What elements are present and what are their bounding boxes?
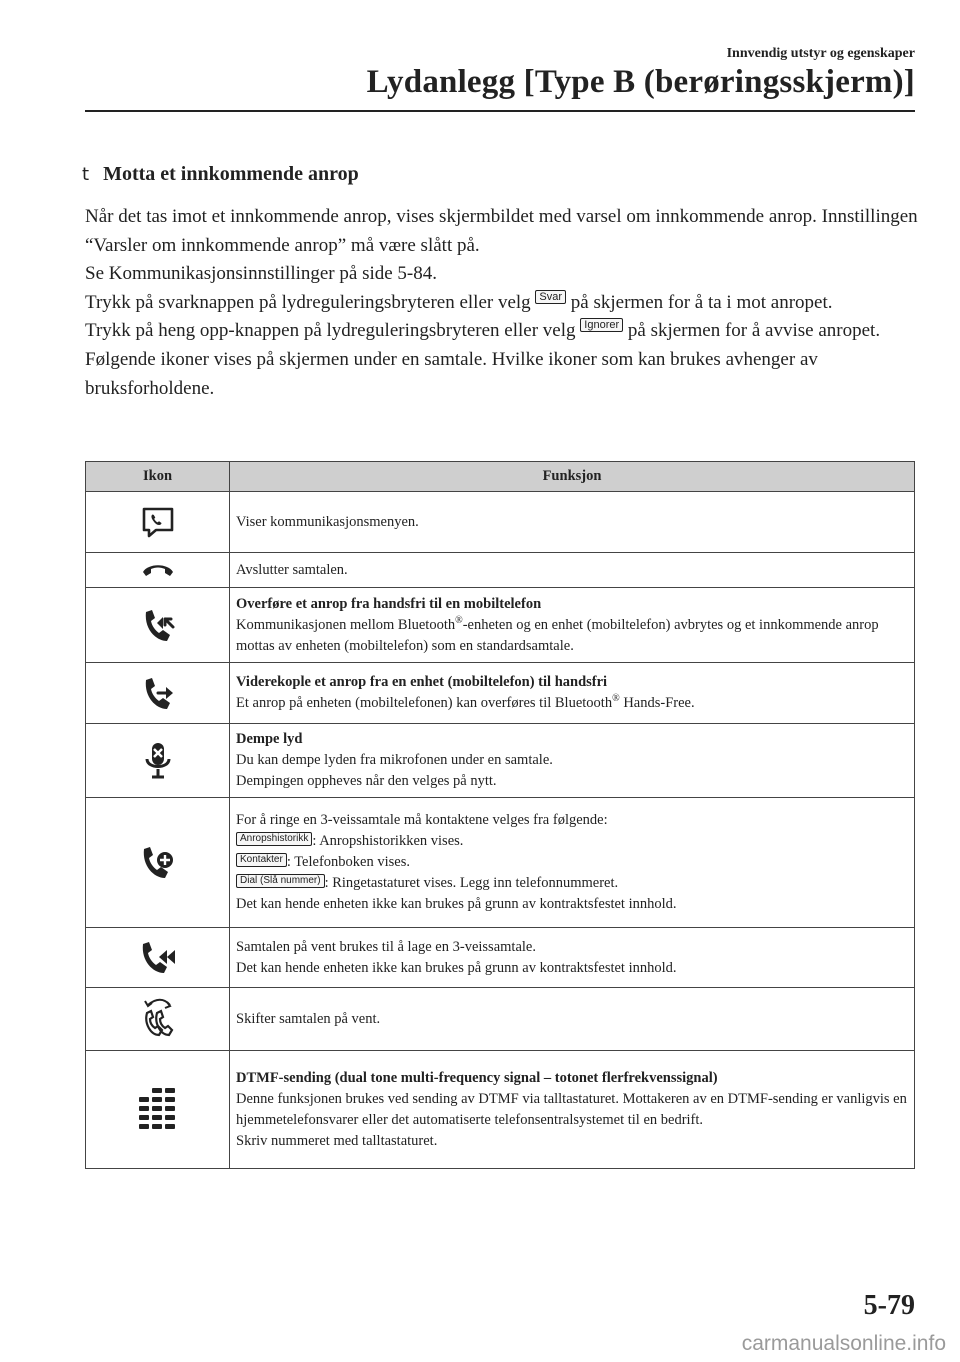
- icon-cell: [86, 724, 230, 798]
- table-row: [86, 724, 915, 798]
- option-call-history: [236, 831, 908, 852]
- function-note: Det kan hende enheten ikke kan brukes på grunn av kontraktsfestet innhold.: [236, 896, 677, 912]
- icon-cell: [86, 928, 230, 988]
- option-dial: [236, 873, 908, 894]
- page-number: 5-79: [863, 1290, 915, 1321]
- mute-microphone-icon: [140, 739, 176, 783]
- icon-cell: [86, 492, 230, 553]
- function-cell: [230, 588, 915, 663]
- function-cell: [230, 663, 915, 724]
- answer-text-before: Trykk på svarknappen på lydreguleringsbryteren eller velg: [85, 291, 531, 313]
- option-text: : Anropshistorikken vises.: [312, 833, 464, 849]
- page-title: Lydanlegg [Type B (berøringsskjerm)]: [366, 64, 915, 100]
- function-description: Samtalen på vent brukes til å lage en 3-veissamtale.: [236, 938, 536, 955]
- section-heading: [82, 163, 359, 186]
- function-description: Du kan dempe lyden fra mikrofonen under en samtale.: [236, 752, 553, 768]
- function-title: DTMF-sending (dual tone multi-frequency signal – totonet flerfrekvenssignal): [236, 1069, 718, 1086]
- icon-cell: [86, 553, 230, 588]
- section-marker-icon: t: [82, 164, 90, 185]
- table-row: [86, 492, 915, 553]
- table-row: [86, 798, 915, 928]
- table-row: [86, 553, 915, 588]
- paragraph-incoming-call: Når det tas imot et innkommende anrop, vises skjermbildet med varsel om innkommende anrop. Innstillingen “Varsler om innkommende anrop” må være slått på.: [85, 206, 918, 256]
- dial-key: Dial (Slå nummer): [236, 874, 325, 888]
- icon-cell: [86, 588, 230, 663]
- ignore-key: Ignorer: [580, 318, 623, 332]
- table-row: [86, 928, 915, 988]
- paragraph-icons-intro: Følgende ikoner vises på skjermen under en samtale. Hvilke ikoner som kan brukes avhenger av bruksforholdene.: [85, 348, 818, 399]
- function-title: Dempe lyd: [236, 731, 303, 747]
- function-cell: Avslutter samtalen.: [230, 553, 915, 588]
- function-cell: Viser kommunikasjonsmenyen.: [230, 492, 915, 553]
- function-cell: [230, 798, 915, 928]
- reject-text-before: Trykk på heng opp-knappen på lydreguleringsbryteren eller velg: [85, 320, 576, 342]
- registered-mark: ®: [612, 693, 620, 705]
- function-cell: Skifter samtalen på vent.: [230, 988, 915, 1051]
- paragraph-reject: [85, 317, 925, 346]
- function-description: [236, 693, 908, 714]
- function-description: Skriv nummeret med talltastaturet.: [236, 1132, 438, 1149]
- function-cell: [230, 724, 915, 798]
- paragraph-answer: [85, 289, 925, 318]
- function-description: [236, 615, 908, 657]
- description-part: Hands-Free.: [619, 695, 695, 711]
- icon-cell: [86, 798, 230, 928]
- keypad-icon: [132, 1086, 184, 1134]
- icon-function-table: [85, 461, 915, 1169]
- reject-text-after: på skjermen for å avvise anropet.: [627, 320, 881, 342]
- transfer-to-handsfree-icon: [138, 673, 178, 713]
- description-part: Kommunikasjonen mellom Bluetooth: [236, 616, 456, 633]
- end-call-icon: [140, 560, 176, 580]
- answer-key: Svar: [535, 290, 566, 304]
- icon-cell: [86, 663, 230, 724]
- function-title: Viderekople et anrop fra en enhet (mobiltelefon) til handsfri: [236, 674, 608, 690]
- icon-cell: [86, 1051, 230, 1169]
- description-part: -enheten og en enhet (mobiltelefon) avbrytes og et innkommende anrop mottas av enheten (mobiltelefon) som en standardsamtale.: [236, 616, 879, 654]
- table-row: [86, 1051, 915, 1169]
- icon-cell: [86, 988, 230, 1051]
- add-call-icon: [138, 841, 178, 885]
- merge-call-icon: [137, 938, 179, 978]
- option-text: : Ringetastaturet vises. Legg inn telefonnummeret.: [324, 875, 619, 891]
- registered-mark: ®: [455, 614, 463, 626]
- transfer-to-phone-icon: [138, 605, 178, 645]
- communication-menu-icon: [140, 504, 176, 540]
- function-cell: [230, 1051, 915, 1169]
- table-row: [86, 588, 915, 663]
- contacts-key: Kontakter: [236, 853, 287, 867]
- column-header-icon: Ikon: [86, 462, 230, 492]
- footer-watermark: carmanualsonline.info: [741, 1332, 946, 1355]
- option-contacts: [236, 852, 908, 873]
- function-description: Denne funksjonen brukes ved sending av DTMF via talltastaturet. Mottakeren av en DTMF-sending er vanligvis en hjemmetelefonsvarer eller det automatiserte telefonsentralsystemet til en bedrift.: [236, 1090, 907, 1128]
- answer-text-after: på skjermen for å ta i mot anropet.: [570, 291, 833, 313]
- column-header-function: Funksjon: [230, 462, 915, 492]
- swap-call-icon: [138, 995, 178, 1043]
- table-row: [86, 988, 915, 1051]
- header-divider: [85, 110, 915, 112]
- section-heading-text: Motta et innkommende anrop: [103, 163, 359, 185]
- call-history-key: Anropshistorikk: [236, 832, 312, 846]
- intro-text: [85, 203, 925, 403]
- option-text: : Telefonboken vises.: [286, 854, 410, 870]
- function-title: Overføre et anrop fra handsfri til en mobiltelefon: [236, 595, 542, 612]
- function-cell: [230, 928, 915, 988]
- table-row: [86, 663, 915, 724]
- table-header-row: [86, 462, 915, 492]
- description-part: Et anrop på enheten (mobiltelefonen) kan overføres til Bluetooth: [236, 695, 613, 711]
- paragraph-see-settings: Se Kommunikasjonsinnstillinger på side 5-84.: [85, 263, 438, 285]
- function-description: For å ringe en 3-veissamtale må kontaktene velges fra følgende:: [236, 812, 608, 828]
- function-description: Dempingen oppheves når den velges på nytt.: [236, 773, 497, 789]
- function-note: Det kan hende enheten ikke kan brukes på grunn av kontraktsfestet innhold.: [236, 959, 677, 976]
- section-breadcrumb: Innvendig utstyr og egenskaper: [726, 46, 915, 61]
